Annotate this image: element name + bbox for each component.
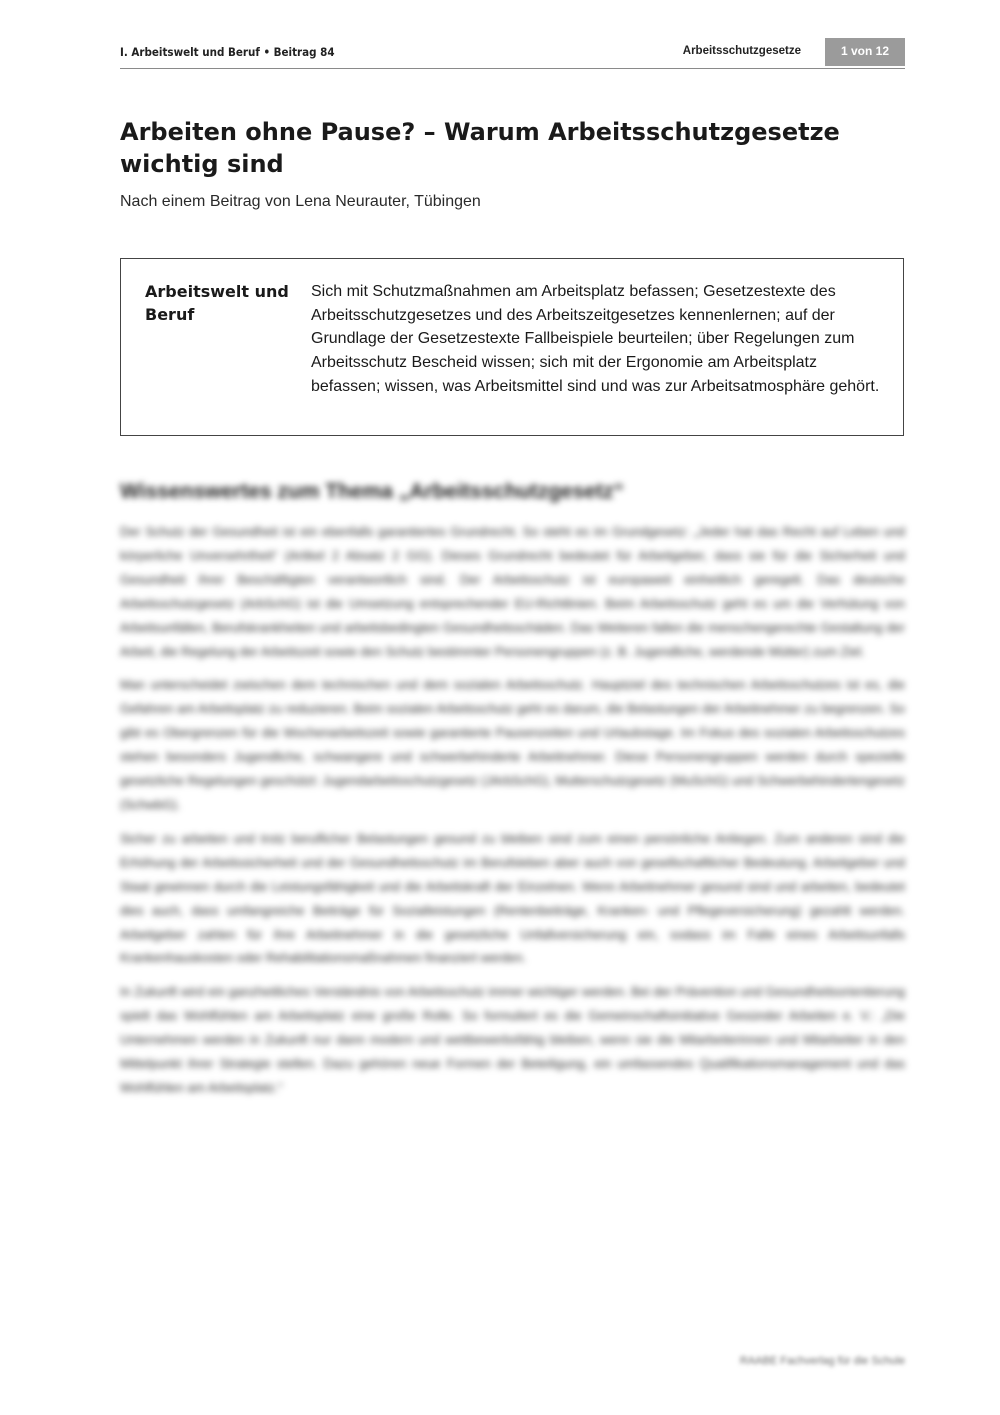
blurred-preview-section xyxy=(120,480,905,1110)
page-title: Arbeiten ohne Pause? – Warum Arbeitsschutzgesetze wichtig sind xyxy=(120,118,840,178)
publisher-footer: RAABE Fachverlag für die Schule xyxy=(739,1355,905,1367)
body-paragraph: In Zukunft wird ein ganzheitliches Verständnis von Arbeitsschutz immer wichtiger werden. Bei der Prävention und Gesundheitsorientierung spielt das Wohlfühlen am Arbeitsplatz eine große Rolle. So formuliert es die Gemeinschaftsinitiative Gesünder Arbeiten e. V.: „Die Unternehmen werden in Zukunft nur dann modern und wettbewerbsfähig bleiben, wenn sie die Mitarbeiterinnen und Mitarbeiter in den Mittelpunkt ihrer Strategie stellen. Dazu gehören neue Formen der Beteiligung, ein umfassendes Qualifikationsmanagement und das Wohlfühlen am Arbeitsplatz.“ xyxy=(120,984,905,1095)
body-paragraph: Man unterscheidet zwischen dem technischen und dem sozialen Arbeitsschutz. Hauptziel des technischen Arbeitsschutzes ist es, die Gefahren am Arbeitsplatz zu reduzieren. Beim sozialen Arbeitsschutz geht es darum, die Belastungen der Arbeitnehmer zu begrenzen. So gibt es Obergrenzen für die Wochenarbeitszeit sowie garantierte Pausenzeiten und Urlaubstage. Im Fokus des sozialen Arbeitsschutzes stehen besonders Jugendliche, schwangere und schwerbehinderte Arbeitnehmer. Diese Personengruppen werden durch spezielle gesetzliche Regelungen geschützt: Jugendarbeitsschutzgesetz (JArbSchG), Mutterschutzgesetz (MuSchG) und Schwerbehindertengesetz (SchwbG). xyxy=(120,677,905,812)
section-heading: Wissenswertes zum Thema „Arbeitsschutzgesetz“ xyxy=(120,480,624,503)
info-box-label: Arbeitswelt und Beruf xyxy=(145,282,289,324)
learning-goals-box xyxy=(120,258,904,436)
header-topic-label: Arbeitsschutzgesetze xyxy=(682,45,801,57)
body-paragraph: Sicher zu arbeiten und trotz beruflicher Belastungen gesund zu bleiben sind zum einen persönliche Anliegen. Zum anderen sind die Erhöhung der Arbeitssicherheit und der Gesundheitsschutz im Berufsleben aber auch von gesellschaftlicher Bedeutung. Arbeitgeber und Staat gewinnen durch die Leistungsfähigkeit und die Arbeitskraft der Einzelnen. Wenn Arbeitnehmer gesund sind und arbeiten, bedeutet dies auch, dass umfangreiche Beiträge für Sozialleistungen (Rentenbeiträge, Kranken- und Pflegeversicherung) gezahlt werden. Arbeitgeber zahlen für ihre Arbeitnehmer in die gesetzliche Unfallversicherung ein, sodass im Falle eines Arbeitsunfalls Krankenhauskosten oder Rehabilitationsmaßnahmen finanziert werden. xyxy=(120,830,905,966)
header-section-label: I. Arbeitswelt und Beruf • Beitrag 84 xyxy=(120,45,335,59)
page-number-badge: 1 von 12 xyxy=(825,38,905,66)
info-box-text: Sich mit Schutzmaßnahmen am Arbeitsplatz befassen; Gesetzestexte des Arbeitsschutzgesetzes und des Arbeitszeitgesetzes kennenlernen; auf der Grundlage der Gesetzestexte Fallbeispiele beurteilen; über Regelungen zum Arbeitsschutz Bescheid wissen; sich mit der Ergonomie am Arbeitsplatz befassen; wissen, was Arbeitsmittel sind und was zur Arbeitsatmosphäre gehört. xyxy=(311,283,880,395)
page-header xyxy=(120,38,905,69)
author-line: Nach einem Beitrag von Lena Neurauter, Tübingen xyxy=(120,193,481,210)
body-paragraph: Der Schutz der Gesundheit ist ein ebenfalls garantiertes Grundrecht. So steht es im Grundgesetz: „Jeder hat das Recht auf Leben und körperliche Unversehrtheit“ (Artikel 2 Absatz 2 GG). Dieses Grundrecht bedeutet für Arbeitgeber, dass sie für die Sicherheit und Gesundheit ihrer Beschäftigten verantwortlich sind. Der Arbeitsschutz ist europaweit einheitlich geregelt. Das deutsche Arbeitsschutzgesetz (ArbSchG) ist die Umsetzung entsprechender EU-Richtlinien. Beim Arbeitsschutz geht es um die Verhütung von Arbeitsunfällen, Berufskrankheiten und arbeitsbedingten Gesundheitsschäden. Das Weiteren fallen die menschengerechte Gestaltung der Arbeit, die Regelung der Arbeitszeit sowie den Schutz bestimmter Personengruppen (z. B. Jugendliche, werdende Mütter) zum Ziel. xyxy=(120,524,905,659)
